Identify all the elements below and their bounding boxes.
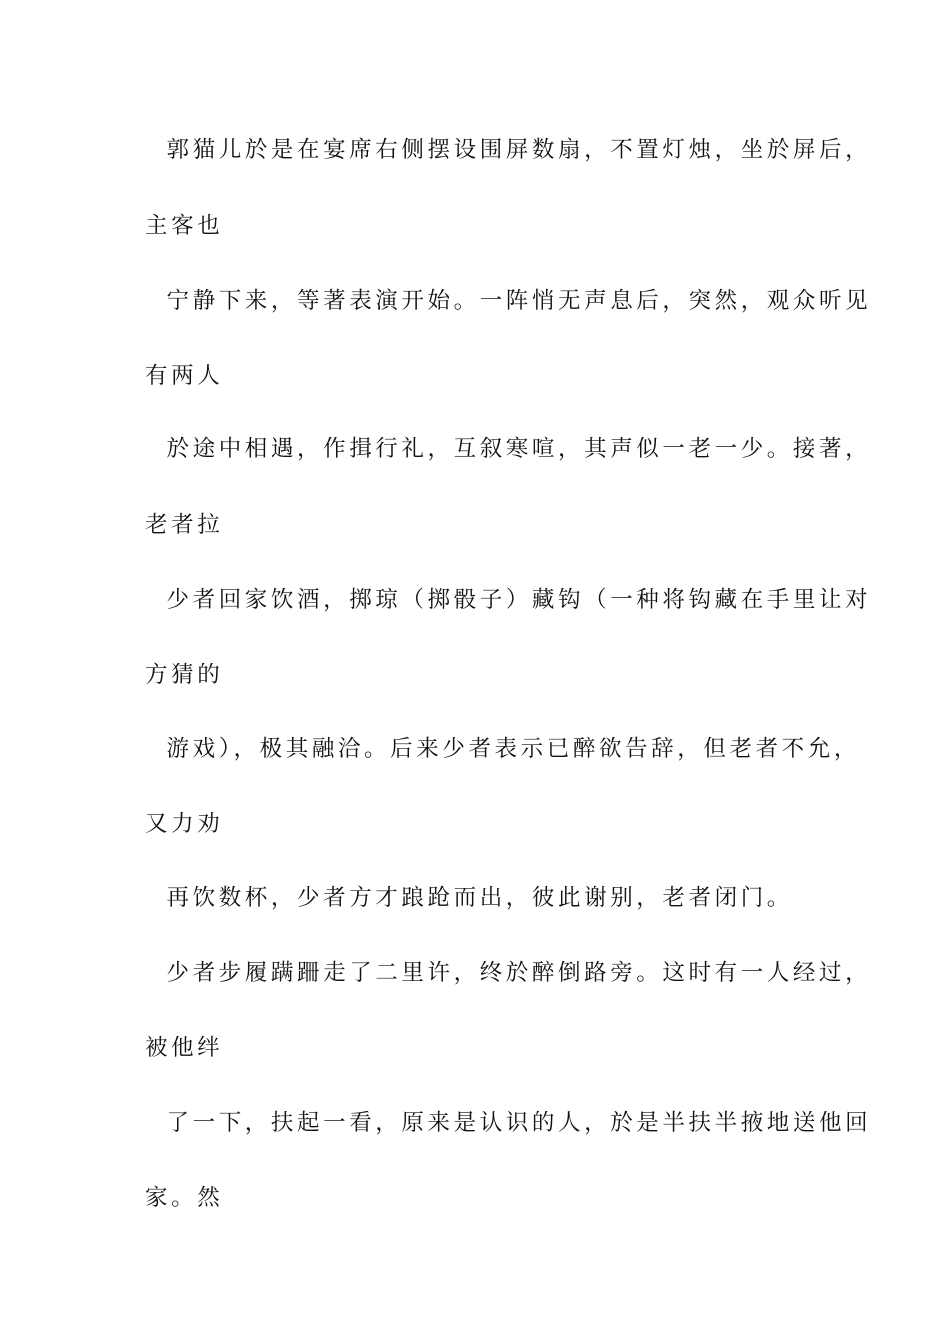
text-line: 主客也: [145, 213, 224, 239]
text-line: 被他绊: [145, 1035, 224, 1061]
text-line: 家。然: [145, 1185, 224, 1211]
text-line: 於途中相遇，作揖行礼，互叙寒喧，其声似一老一少。接著，: [145, 436, 872, 462]
text-line: 有两人: [145, 363, 224, 389]
text-line: 游戏），极其融洽。后来少者表示已醉欲告辞，但老者不允，: [145, 736, 860, 762]
text-line: 方猜的: [145, 662, 224, 688]
text-line: 再饮数杯，少者方才踉跄而出，彼此谢别，老者闭门。: [145, 885, 793, 911]
text-line: 郭猫儿於是在宴席右侧摆设围屏数扇，不置灯烛，坐於屏后，: [145, 137, 872, 163]
text-line: 少者步履蹒跚走了二里许，终於醉倒路旁。这时有一人经过，: [145, 960, 872, 986]
text-line: 又力劝: [145, 811, 224, 837]
text-line: 了一下，扶起一看，原来是认识的人，於是半扶半掖地送他回: [145, 1110, 872, 1136]
text-line: 老者拉: [145, 512, 224, 538]
text-line: 少者回家饮酒，掷琼（掷骰子）藏钩（一种将钩藏在手里让对: [145, 587, 872, 613]
text-line: 宁静下来，等著表演开始。一阵悄无声息后，突然，观众听见: [145, 288, 872, 314]
